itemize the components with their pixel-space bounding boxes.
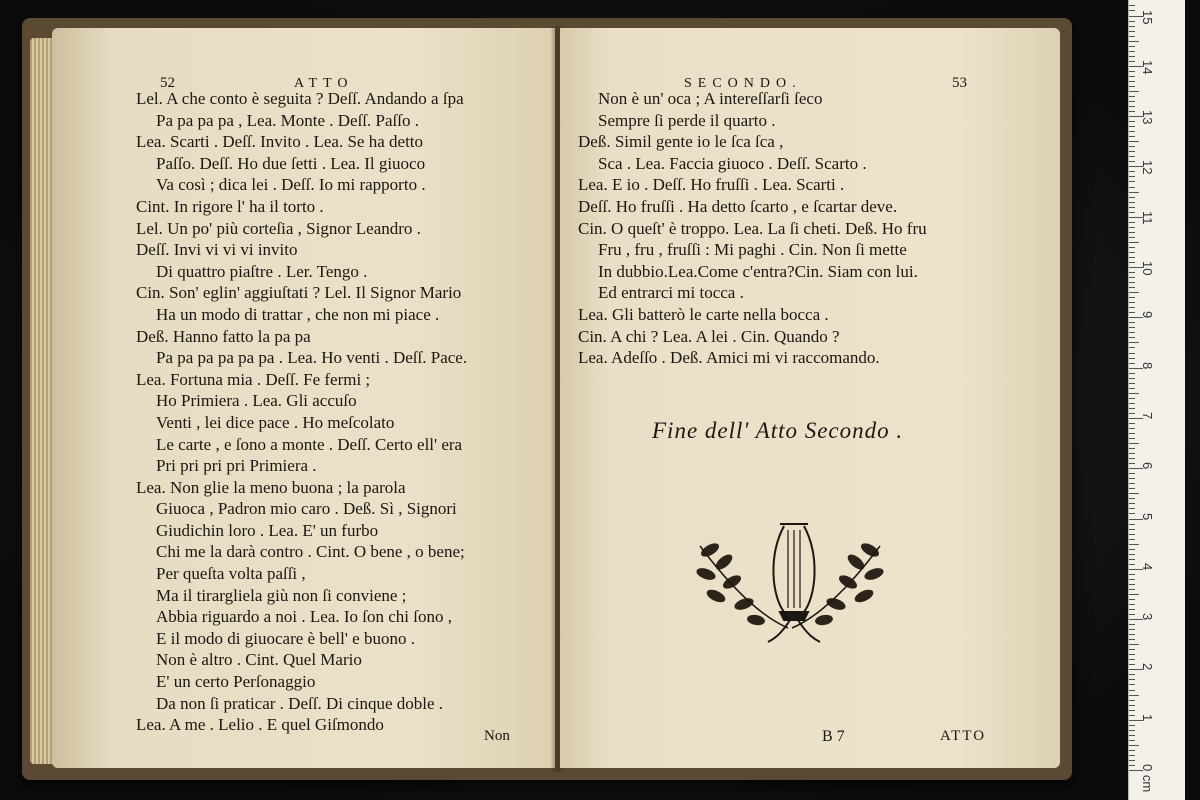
ruler-label: 4 <box>1140 562 1155 571</box>
text-line: Lea. Adeſſo . Deß. Amici mi vi raccomando. <box>578 348 880 368</box>
ruler-label: 10 <box>1140 261 1155 276</box>
ruler-tick <box>1129 695 1139 696</box>
ruler-label: 7 <box>1140 411 1155 420</box>
ruler-tick <box>1129 242 1139 243</box>
ruler-tick <box>1129 579 1135 580</box>
ruler-tick <box>1129 31 1135 32</box>
ruler-tick <box>1129 473 1135 474</box>
ruler-tick <box>1129 529 1135 530</box>
ruler-tick <box>1129 252 1135 253</box>
ruler-tick <box>1129 534 1135 535</box>
ruler-tick <box>1129 679 1135 680</box>
ruler-tick <box>1129 609 1135 610</box>
ruler-tick <box>1129 131 1135 132</box>
ruler-label: 8 <box>1140 361 1155 369</box>
ruler-tick <box>1129 332 1135 333</box>
text-line: Giuoca , Padron mio caro . Deß. Sì , Signori <box>156 499 457 519</box>
text-line: Pa pa pa pa pa pa . Lea. Ho venti . Deſſ. Pace. <box>156 348 468 368</box>
text-line: Pa pa pa pa , Lea. Monte . Deſſ. Paſſo . <box>156 110 419 130</box>
ruler-tick <box>1129 363 1135 364</box>
ruler-tick <box>1129 146 1135 147</box>
right-running-head: SECONDO. <box>684 76 802 91</box>
ruler-tick <box>1129 86 1135 87</box>
ruler-tick <box>1129 141 1139 142</box>
ruler-tick <box>1129 508 1135 509</box>
ruler-label: 13 <box>1140 110 1155 125</box>
ruler-tick <box>1129 483 1135 484</box>
ruler-tick <box>1129 171 1135 172</box>
ruler-label: 15 <box>1140 9 1155 24</box>
ruler-tick <box>1129 503 1135 504</box>
ruler-tick <box>1129 493 1139 494</box>
text-line: Sca . Lea. Faccia giuoco . Deſſ. Scarto . <box>598 153 867 173</box>
ruler-tick <box>1129 262 1135 263</box>
ruler-tick <box>1129 423 1135 424</box>
ruler-tick <box>1129 634 1135 635</box>
right-text-block <box>578 88 927 369</box>
text-line: Lea. A me . Lelio . E quel Giſmondo <box>136 715 384 735</box>
ruler-tick <box>1129 207 1135 208</box>
ruler-tick <box>1129 192 1139 193</box>
ruler-tick <box>1129 604 1135 605</box>
signature-mark: B 7 <box>822 728 845 745</box>
text-line: Ho Primiera . Lea. Gli accuſo <box>156 391 357 411</box>
left-page <box>52 28 555 768</box>
ruler-tick <box>1129 614 1135 615</box>
text-line: Deſſ. Invi vi vi vi invito <box>136 240 298 260</box>
left-page-number: 52 <box>160 75 175 91</box>
text-line: Deß. Simil gente io le ſca ſca , <box>578 132 784 152</box>
ruler-tick <box>1129 272 1135 273</box>
ruler-tick <box>1129 71 1135 72</box>
ruler-tick <box>1129 76 1135 77</box>
ruler-tick <box>1129 312 1135 313</box>
ruler-tick <box>1129 584 1135 585</box>
ruler-tick <box>1129 51 1135 52</box>
text-line: Per queſta volta paſſi , <box>156 564 306 584</box>
ruler-tick <box>1129 373 1135 374</box>
ruler-tick <box>1129 428 1135 429</box>
ruler-tick <box>1129 539 1135 540</box>
text-line: Cin. O queſt' è troppo. Lea. La ſi cheti. Deß. Ho fru <box>578 218 927 238</box>
ruler-tick <box>1129 161 1135 162</box>
ruler-label: 9 <box>1140 311 1155 319</box>
ruler-tick <box>1129 564 1135 565</box>
text-line: Sempre ſi perde il quarto . <box>598 110 776 130</box>
ruler-tick <box>1129 297 1135 298</box>
ruler-tick <box>1129 745 1139 746</box>
ruler-tick <box>1129 302 1135 303</box>
finis-heading: Fine dell' Atto Secondo . <box>652 418 904 443</box>
text-line: Deſſ. Ho fruſſi . Ha detto ſcarto , e ſcartar deve. <box>578 196 898 216</box>
ruler-tick <box>1129 393 1139 394</box>
text-line: Lea. Fortuna mia . Deſſ. Fe fermi ; <box>136 369 371 389</box>
ruler-label: 5 <box>1140 512 1155 520</box>
text-line: Le carte , e ſono a monte . Deſſ. Certo ell' era <box>156 434 463 454</box>
right-page-number: 53 <box>952 75 967 91</box>
ruler-tick <box>1129 21 1135 22</box>
ruler-tick <box>1129 151 1135 152</box>
ruler-tick <box>1129 544 1139 545</box>
ruler-tick <box>1129 187 1135 188</box>
ruler-tick <box>1129 337 1135 338</box>
ruler-tick <box>1129 574 1135 575</box>
left-text-block <box>136 88 467 736</box>
ruler-tick <box>1129 478 1135 479</box>
text-line: In dubbio.Lea.Come c'entra?Cin. Siam con lui. <box>598 261 918 281</box>
ruler-label: 11 <box>1140 210 1155 225</box>
ruler-tick <box>1129 327 1135 328</box>
ruler-tick <box>1129 388 1135 389</box>
ruler-tick <box>1129 232 1135 233</box>
text-line: Abbia riguardo a noi . Lea. Io ſon chi ſono , <box>156 607 453 627</box>
text-line: Deß. Hanno fatto la pa pa <box>136 326 311 346</box>
ruler-tick <box>1129 438 1135 439</box>
text-line: Da non ſi praticar . Deſſ. Di cinque doble . <box>156 693 444 713</box>
ruler-tick <box>1129 101 1135 102</box>
text-line: Venti , lei dice pace . Ho meſcolato <box>156 412 395 432</box>
ruler-tick <box>1129 277 1135 278</box>
ruler-tick <box>1129 443 1139 444</box>
ruler-tick <box>1129 710 1135 711</box>
ruler-tick <box>1129 413 1135 414</box>
ruler-tick <box>1129 488 1135 489</box>
ruler-tick <box>1129 398 1135 399</box>
text-line: Fru , fru , fruſſi : Mi paghi . Cin. Non ſi mette <box>598 240 907 260</box>
open-book <box>22 18 1072 780</box>
ruler-tick <box>1129 705 1135 706</box>
ruler-tick <box>1129 41 1139 42</box>
text-line: Giudichin loro . Lea. E' un furbo <box>156 520 379 540</box>
ruler-tick <box>1129 513 1135 514</box>
text-line: Ma il tirargliela giù non ſi conviene ; <box>156 585 407 605</box>
ruler-tick <box>1129 46 1135 47</box>
ruler-tick <box>1129 378 1135 379</box>
ruler-tick <box>1129 554 1135 555</box>
ruler-tick <box>1129 690 1135 691</box>
ruler-tick <box>1129 126 1135 127</box>
ruler-label: 0 cm <box>1140 764 1155 793</box>
ruler-tick <box>1129 282 1135 283</box>
ruler-tick <box>1129 730 1135 731</box>
ruler-tick <box>1129 760 1135 761</box>
ruler-tick <box>1129 56 1135 57</box>
text-line: Cin. A chi ? Lea. A lei . Cin. Quando ? <box>578 326 840 346</box>
text-line: Lea. Gli batterò le carte nella bocca . <box>578 304 829 324</box>
ruler-tick <box>1129 639 1135 640</box>
ruler-tick <box>1129 91 1139 92</box>
ruler-tick <box>1129 358 1135 359</box>
ruler-tick <box>1129 403 1135 404</box>
ruler-tick <box>1129 453 1135 454</box>
ruler-tick <box>1129 448 1135 449</box>
ruler-tick <box>1129 342 1139 343</box>
ruler-tick <box>1129 26 1135 27</box>
right-page <box>560 28 1060 768</box>
ruler-label: 6 <box>1140 462 1155 470</box>
ruler-tick <box>1129 10 1135 11</box>
ruler-tick <box>1129 463 1135 464</box>
lyre-ornament-icon <box>680 516 900 666</box>
text-line: Lea. Scarti . Deſſ. Invito . Lea. Se ha detto <box>136 132 424 152</box>
text-line: E' un certo Perſonaggio <box>156 672 316 692</box>
ruler-tick <box>1129 715 1135 716</box>
ruler-tick <box>1129 287 1135 288</box>
ruler-tick <box>1129 458 1135 459</box>
text-line: Non è un' oca ; A intereſſarſi ſeco <box>598 89 823 108</box>
text-line: Di quattro piaſtre . Ler. Tengo . <box>156 261 368 281</box>
text-line: Lea. Non glie la meno buona ; la parola <box>136 477 406 497</box>
ruler-tick <box>1129 237 1135 238</box>
ruler-tick <box>1129 247 1135 248</box>
ruler-tick <box>1129 61 1135 62</box>
ruler-tick <box>1129 212 1135 213</box>
ruler-tick <box>1129 659 1135 660</box>
ruler-tick <box>1129 353 1135 354</box>
ruler-tick <box>1129 222 1135 223</box>
ruler-tick <box>1129 549 1135 550</box>
ruler-tick <box>1129 347 1135 348</box>
ruler-tick <box>1129 292 1139 293</box>
text-line: Ed entrarci mi tocca . <box>598 283 744 303</box>
ruler-tick <box>1129 735 1135 736</box>
ruler-tick <box>1129 674 1135 675</box>
text-line: Paſſo. Deſſ. Ho due ſetti . Lea. Il giuoco <box>156 153 426 173</box>
ruler-tick <box>1129 664 1135 665</box>
ruler-tick <box>1129 156 1135 157</box>
text-line: Pri pri pri pri Primiera . <box>156 456 317 476</box>
ruler-tick <box>1129 654 1135 655</box>
ruler-tick <box>1129 589 1135 590</box>
ruler-label: 12 <box>1140 160 1155 175</box>
text-line: Chi me la darà contro . Cint. O bene , o bene; <box>156 542 465 562</box>
ruler-tick <box>1129 408 1135 409</box>
ruler-tick <box>1129 96 1135 97</box>
ruler-label: 3 <box>1140 613 1155 621</box>
ruler-tick <box>1129 649 1135 650</box>
ruler-label: 1 <box>1140 713 1155 721</box>
ruler-tick <box>1129 383 1135 384</box>
text-line: Lea. E io . Deſſ. Ho fruſſi . Lea. Scarti . <box>578 175 845 195</box>
ruler-tick <box>1129 36 1135 37</box>
ruler-tick <box>1129 684 1135 685</box>
text-line: Cin. Son' eglin' aggiuſtati ? Lel. Il Signor Mario <box>136 283 462 303</box>
ruler-tick <box>1129 524 1135 525</box>
text-line: Lel. A che conto è seguita ? Deſſ. Andando a ſpa <box>136 89 464 108</box>
left-running-head: ATTO <box>294 76 354 91</box>
text-line: Lel. Un po' più corteſia , Signor Leandro . <box>136 218 421 238</box>
ruler-tick <box>1129 111 1135 112</box>
left-catchword: Non <box>484 728 510 744</box>
ruler-tick <box>1129 725 1135 726</box>
text-line: Non è altro . Cint. Quel Mario <box>156 650 362 670</box>
ruler-tick <box>1129 202 1135 203</box>
ruler-tick <box>1129 257 1135 258</box>
ruler-tick <box>1129 700 1135 701</box>
ruler-tick <box>1129 307 1135 308</box>
ruler-tick <box>1129 765 1135 766</box>
ruler-tick <box>1129 5 1135 6</box>
ruler-tick <box>1129 433 1135 434</box>
ruler-tick <box>1129 81 1135 82</box>
ruler-label: 14 <box>1140 59 1155 75</box>
text-line: E il modo di giuocare è bell' e buono . <box>156 628 415 648</box>
ruler-tick <box>1129 624 1135 625</box>
text-line: Ha un modo di trattar , che non mi piace . <box>156 304 440 324</box>
ruler-tick <box>1129 644 1139 645</box>
text-line: Cint. In rigore l' ha il torto . <box>136 196 324 216</box>
ruler-tick <box>1129 181 1135 182</box>
ruler-tick <box>1129 750 1135 751</box>
ruler-tick <box>1129 136 1135 137</box>
ruler-tick <box>1129 197 1135 198</box>
ruler-tick <box>1129 594 1139 595</box>
ruler-tick <box>1129 559 1135 560</box>
ruler-tick <box>1129 629 1135 630</box>
text-line: Va così ; dica lei . Deſſ. Io mi rapporto . <box>156 175 426 195</box>
ruler-tick <box>1129 106 1135 107</box>
ruler-tick <box>1129 498 1135 499</box>
ruler-label: 2 <box>1140 663 1155 671</box>
right-catchword: ATTO <box>940 728 987 744</box>
ruler-tick <box>1129 740 1135 741</box>
ruler-tick <box>1129 227 1135 228</box>
ruler-tick <box>1129 121 1135 122</box>
ruler-tick <box>1129 176 1135 177</box>
measuring-ruler <box>1128 0 1185 800</box>
ruler-tick <box>1129 599 1135 600</box>
ruler-tick <box>1129 322 1135 323</box>
ruler-tick <box>1129 755 1135 756</box>
